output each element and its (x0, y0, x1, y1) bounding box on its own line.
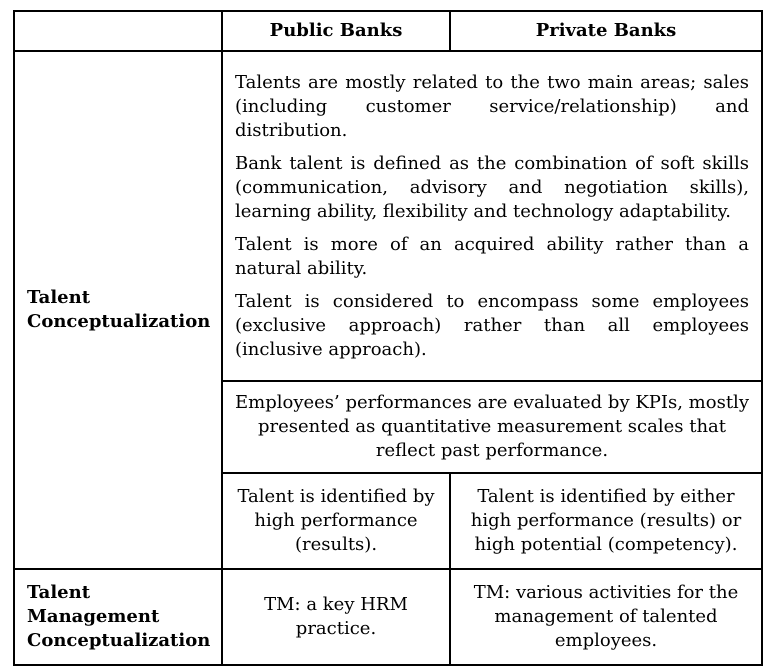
shared-definition-cell (222, 51, 762, 381)
header-private-banks: Private Banks (450, 11, 762, 51)
header-public-banks: Public Banks (222, 11, 450, 51)
label-line-conceptualization: Conceptualization (27, 311, 211, 332)
talent-definition-row (14, 51, 762, 381)
header-empty-cell (14, 11, 222, 51)
label-line-conceptualization: Conceptualization (27, 630, 211, 651)
header-row (14, 11, 762, 51)
comparison-table (13, 10, 763, 666)
talent-management-label (14, 569, 222, 665)
private-tm-cell: TM: various activities for the management of talented employees. (450, 569, 762, 665)
definition-paragraph: Bank talent is defined as the combination of soft skills (communication, advisory and negotiation skills), learning ability, flexibility and technology adaptability. (235, 152, 749, 222)
public-identification-cell: Talent is identified by high performance (results). (222, 473, 450, 569)
label-line-management: Management (27, 606, 160, 627)
definition-paragraph: Talent is more of an acquired ability rather than a natural ability. (235, 233, 749, 279)
kpi-cell: Employees’ performances are evaluated by KPIs, mostly presented as quantitative measurement scales that reflect past performance. (222, 381, 762, 473)
talent-conceptualization-label (14, 51, 222, 569)
label-line-talent: Talent (27, 582, 91, 603)
definition-paragraph: Talents are mostly related to the two main areas; sales (including customer service/relationship) and distribution. (235, 71, 749, 141)
talent-management-row (14, 569, 762, 665)
private-identification-cell: Talent is identified by either high performance (results) or high potential (competency). (450, 473, 762, 569)
public-tm-cell: TM: a key HRM practice. (222, 569, 450, 665)
label-line-talent: Talent (27, 287, 91, 308)
definition-paragraph: Talent is considered to encompass some employees (exclusive approach) rather than all employees (inclusive approach). (235, 290, 749, 360)
